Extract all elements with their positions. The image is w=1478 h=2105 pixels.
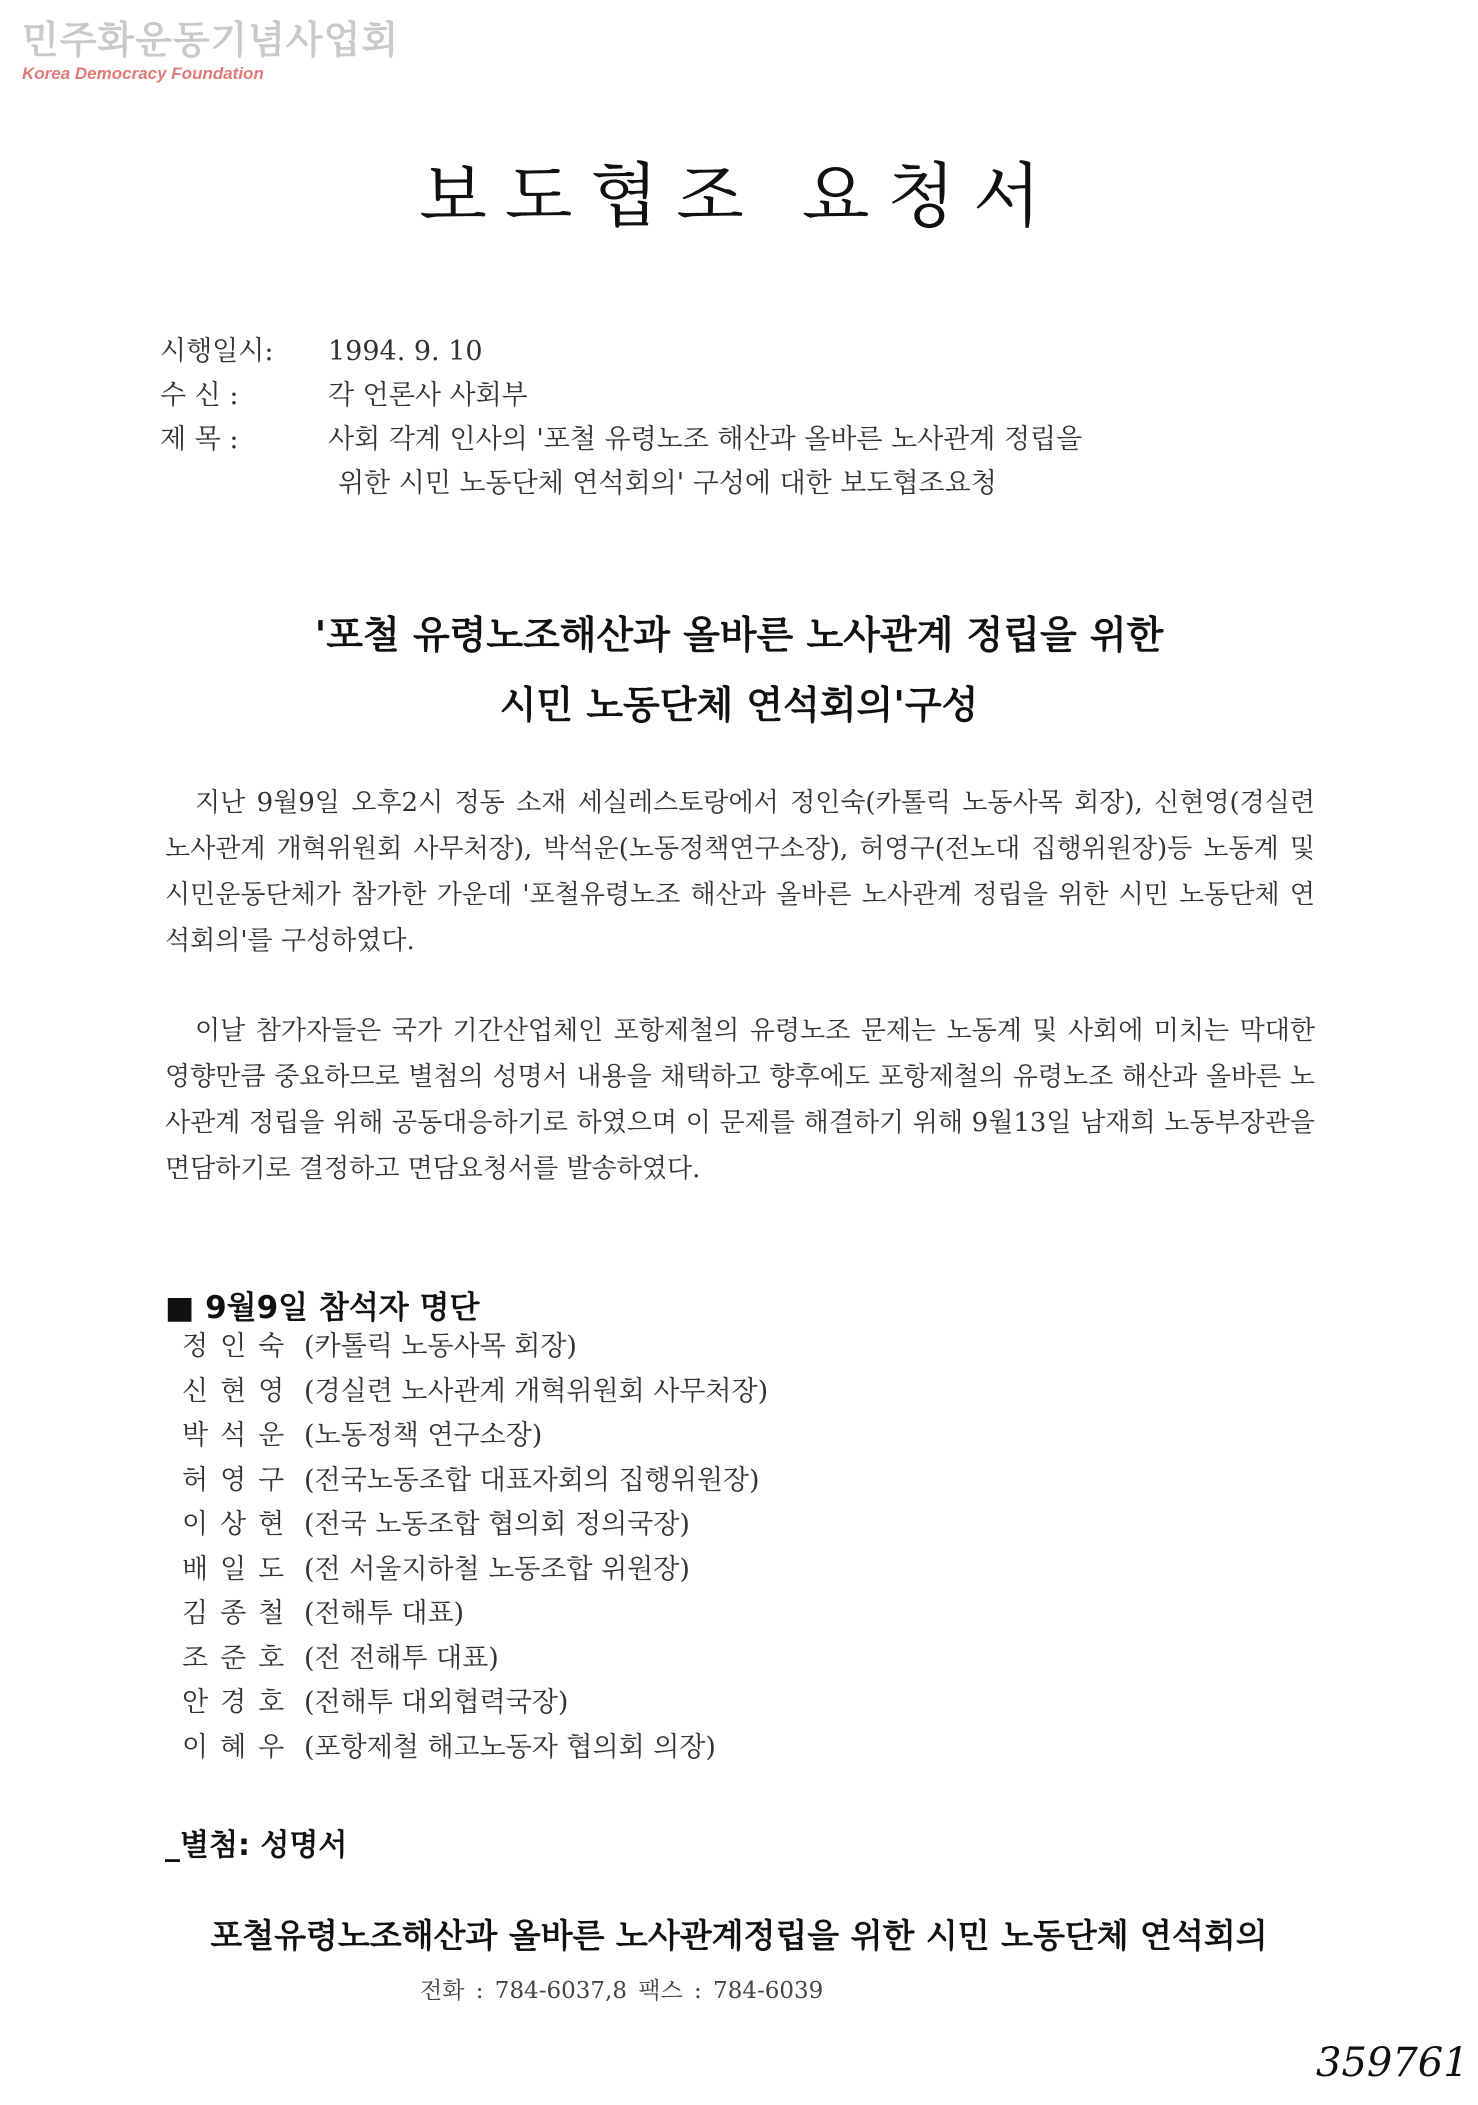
document-title: 보도협조 요청서	[419, 155, 1059, 237]
attendee-row	[182, 1459, 768, 1504]
enclosure-note: _별첨: 성명서	[165, 1828, 348, 1863]
document-meta	[160, 330, 1082, 506]
subject-row-continued	[160, 462, 1082, 506]
attendee-name: 박석운	[182, 1420, 297, 1451]
attendee-affiliation: (전국 노동조합 협의회 정의국장)	[304, 1509, 690, 1540]
attendee-affiliation: (경실련 노사관계 개혁위원회 사무처장)	[304, 1375, 769, 1407]
attendee-name: 이혜우	[182, 1731, 297, 1763]
attendee-affiliation: (전해투 대외협력국장)	[304, 1687, 569, 1718]
attendee-affiliation: (전해투 대표)	[304, 1598, 465, 1629]
attendee-name: 허영구	[182, 1464, 297, 1496]
attendee-row	[182, 1681, 768, 1726]
body-paragraph-2: 이날 참가자들은 국가 기간산업체인 포항제철의 유령노조 문제는 노동계 및 사회에 미치는 막대한 영향만큼 중요하므로 별첨의 성명서 내용을 채택하고 향후에도 포항제철의 유령노조 해산과 올바른 노사관계 정립을 위해 공동대응하기로 하였으며 이 문제를 해결하기 위해 9월13일 남재희 노동부장관을 면담하기로 결정하고 면담요청서를 발송하였다.	[165, 1016, 1315, 1184]
attendee-affiliation: (전 전해투 대표)	[304, 1642, 499, 1674]
recipient-value: 각 언론사 사회부	[328, 380, 528, 411]
attendee-row	[182, 1503, 768, 1548]
foundation-logo	[22, 18, 399, 84]
attendee-name: 안경호	[182, 1687, 297, 1718]
attendee-name: 조준호	[182, 1642, 297, 1674]
subject-line-1: 사회 각계 인사의 '포철 유령노조 해산과 올바른 노사관계 정립을	[328, 424, 1083, 455]
attendee-name: 신현영	[182, 1375, 297, 1407]
contact-info: 전화 : 784-6037,8 팩스 : 784-6039	[420, 1978, 824, 2004]
headline-line-2: 시민 노동단체 연석회의'구성	[499, 683, 979, 727]
attendee-name: 정인숙	[182, 1331, 297, 1362]
attendees-heading: ■ 9월9일 참석자 명단	[165, 1290, 480, 1326]
attendee-affiliation: (전 서울지하철 노동조합 위원장)	[304, 1553, 690, 1585]
attendee-row	[182, 1414, 768, 1459]
headline-line-1: '포철 유령노조해산과 올바른 노사관계 정립을 위한	[314, 613, 1164, 657]
attendee-affiliation: (전국노동조합 대표자회의 집행위원장)	[304, 1464, 760, 1496]
press-headline	[0, 600, 1478, 740]
date-row	[160, 330, 1082, 374]
attendee-list	[182, 1325, 768, 1770]
attendee-row	[182, 1637, 768, 1682]
body-paragraph-1: 지난 9월9일 오후2시 정동 소재 세실레스토랑에서 정인숙(카톨릭 노동사목 회장), 신현영(경실련 노사관계 개혁위원회 사무처장), 박석운(노동정책연구소장), 허영구(전노대 집행위원장)등 노동계 및 시민운동단체가 참가한 가운데 '포철유령노조 해산과 올바른 노사관계 정립을 위한 시민 노동단체 연석회의'를 구성하였다.	[165, 788, 1315, 956]
subject-label: 제 목 :	[160, 424, 239, 455]
attendee-row	[182, 1548, 768, 1593]
attendee-row	[182, 1592, 768, 1637]
organization-name: 포철유령노조해산과 올바른 노사관계정립을 위한 시민 노동단체 연석회의	[210, 1916, 1268, 1955]
recipient-label: 수 신 :	[160, 380, 239, 411]
handwritten-document-number: 359761	[1316, 2040, 1469, 2086]
attendee-affiliation: (카톨릭 노동사목 회장)	[304, 1331, 577, 1362]
date-label: 시행일시:	[160, 336, 274, 367]
attendee-affiliation: (포항제철 해고노동자 협의회 의장)	[304, 1731, 716, 1763]
attendee-name: 이상현	[182, 1509, 297, 1540]
attendee-name: 김종철	[182, 1598, 297, 1629]
subject-line-2: 위한 시민 노동단체 연석회의' 구성에 대한 보도협조요청	[338, 468, 997, 499]
date-value: 1994. 9. 10	[328, 336, 483, 367]
attendee-row	[182, 1726, 768, 1771]
attendee-name: 배일도	[182, 1553, 297, 1585]
logo-english-text: Korea Democracy Foundation	[22, 64, 264, 83]
attendee-row	[182, 1370, 768, 1415]
recipient-row	[160, 374, 1082, 418]
subject-row	[160, 418, 1082, 462]
logo-korean-text: 민주화운동기념사업회	[22, 18, 400, 62]
attendee-affiliation: (노동정책 연구소장)	[304, 1420, 543, 1451]
attendee-row	[182, 1325, 768, 1370]
